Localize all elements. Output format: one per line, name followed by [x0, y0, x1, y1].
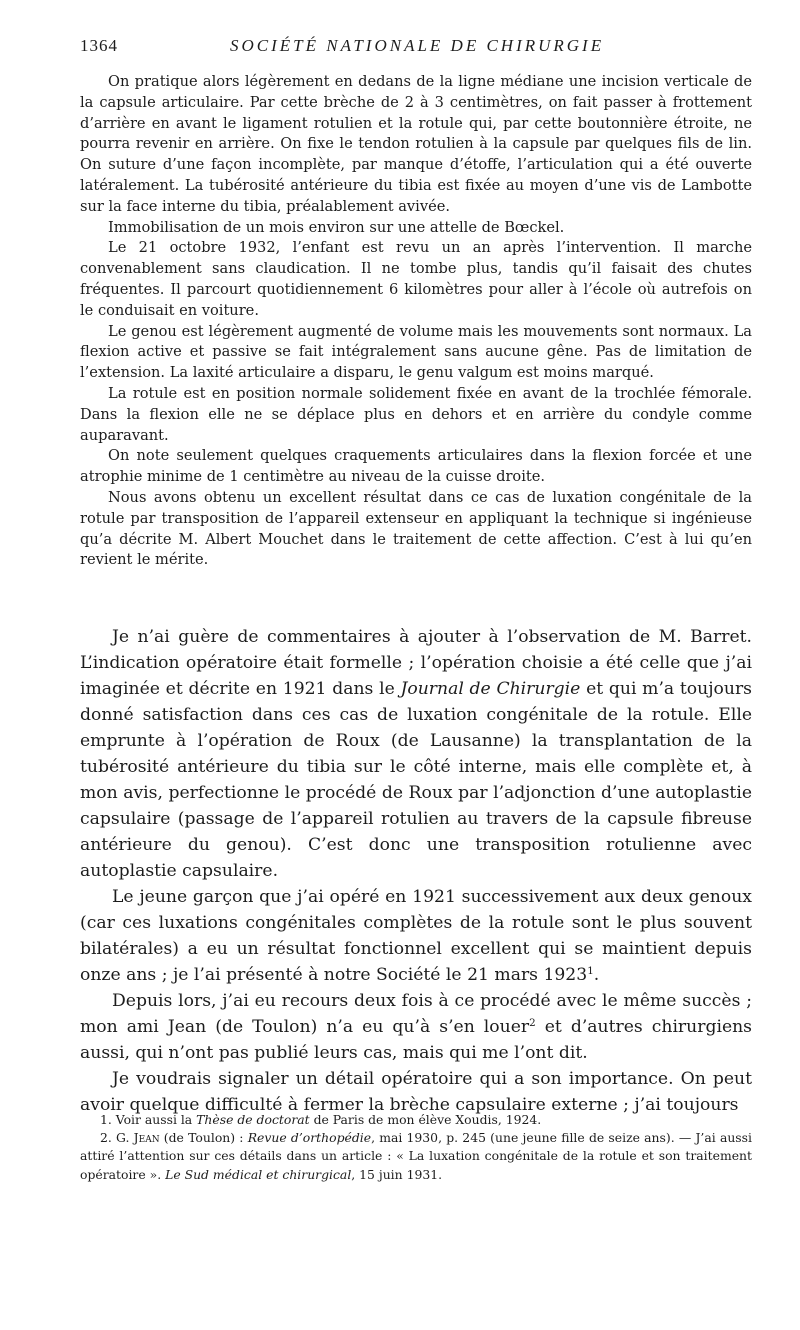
- footnotes-section: [80, 1111, 752, 1184]
- commentary-section: [80, 624, 752, 1118]
- footnote-number: 1.: [100, 1112, 112, 1127]
- commentary-paragraph: Je voudrais signaler un détail opératoire qui a son importance. On peut avoir quelque difficulté à fermer la brèche capsulaire externe ; j’ai toujours: [80, 1069, 752, 1115]
- running-title: SOCIÉTÉ NATIONALE DE CHIRURGIE: [230, 36, 605, 55]
- running-header: [80, 36, 752, 60]
- case-paragraph: On note seulement quelques craquements articulaires dans la flexion forcée et une atrophie minime de 1 centimètre au niveau de la cuisse droite.: [80, 447, 752, 486]
- journal-title: Journal de Chirurgie: [400, 679, 581, 699]
- commentary-text: Depuis lors, j’ai eu recours deux fois à ce procédé avec le même succès ; mon ami Jean (de Toulon) n’a eu qu’à s’en louer: [80, 991, 752, 1037]
- footnote-ref: 2: [529, 1016, 536, 1029]
- commentary-text: .: [593, 965, 600, 985]
- footnote-number: 2.: [100, 1130, 112, 1146]
- case-report-section: [80, 72, 752, 571]
- commentary-paragraph: [80, 988, 752, 1066]
- case-paragraph: Immobilisation de un mois environ sur une attelle de Bœckel.: [108, 218, 565, 236]
- page-number: 1364: [80, 36, 118, 55]
- case-paragraph: Nous avons obtenu un excellent résultat dans ce cas de luxation congénitale de la rotule par transposition de l’appareil extenseur en appliquant la technique si ingénieuse qu’a décrite M. Albert Mouchet dans le traitement de cette affection. C’est à lui qu’en revient le mérite.: [80, 488, 752, 569]
- commentary-text: Le jeune garçon que j’ai opéré en 1921 successivement aux deux genoux (car ces luxations congénitales complètes de la rotule sont le plus souvent bilatérales) a eu un résultat fonctionnel excellent qui se maintient depuis onze ans ; je l’ai présenté à notre Société le 21 mars 1923: [80, 887, 752, 985]
- thesis-title: Thèse de doctorat: [196, 1112, 310, 1127]
- journal-title: Revue d’orthopédie: [247, 1130, 372, 1146]
- case-paragraph: On pratique alors légèrement en dedans de la ligne médiane une incision verticale de la capsule articulaire. Par cette brèche de 2 à 3 centimètres, on fait passer à frottement d’arrière en avant le ligament rotulien et la rotule qui, par cette boutonnière étroite, ne pourra revenir en arrière. On fixe le tendon rotulien à la capsule par quelques fils de lin. On suture d’une façon incomplète, par manque d’étoffe, l’articulation qui a été ouverte latéralement. La tubérosité antérieure du tibia est fixée au moyen d’une vis de Lambotte sur la face interne du tibia, préalablement avivée.: [80, 73, 752, 215]
- commentary-text: et d’autres chirurgiens aussi, qui n’ont pas publié leurs cas, mais qui me l’ont dit.: [80, 1017, 752, 1063]
- commentary-text: Je n’ai guère de commentaires à ajouter à l’observation de M. Barret. L’indication opératoire était formelle ; l’opération choisie a été celle que j’ai imaginée et décrite en 1921 dans le: [80, 627, 752, 699]
- footnote: 2. G. Jean (de Toulon) : Revue d’orthopédie, mai 1930, p. 245 (une jeune fille de seize ans). — J’ai aussi attiré l’attention sur ces détails dans un article : « La luxation congénitale de la rotule et son traitement opératoire ». Le Sud médical et chirurgical, 15 juin 1931.: [80, 1130, 752, 1182]
- case-paragraph: La rotule est en position normale solidement fixée en avant de la trochlée fémorale. Dans la flexion elle ne se déplace plus en dehors et en arrière du condyle comme auparavant.: [80, 384, 752, 444]
- commentary-text: et qui m’a toujours donné satisfaction dans ces cas de luxation congénitale de la rotule. Elle emprunte à l’opération de Roux (de Lausanne) la transplantation de la tubérosité antérieure du tibia sur le côté interne, mais elle complète et, à mon avis, perfectionne le procédé de Roux par l’adjonction d’une autoplastie capsulaire (passage de l’appareil rotulien au travers de la capsule fibreuse antérieure du genou). C’est donc une transposition rotulienne avec autoplastie capsulaire.: [80, 679, 752, 881]
- case-paragraph: Le 21 octobre 1932, l’enfant est revu un an après l’intervention. Il marche convenablement sans claudication. Il ne tombe plus, tandis qu’il faisait des chutes fréquentes. Il parcourt quotidiennement 6 kilomètres pour aller à l’école où autrefois on le conduisait en voiture.: [80, 239, 752, 319]
- commentary-paragraph: [80, 624, 752, 884]
- case-paragraph: Le genou est légèrement augmenté de volume mais les mouvements sont normaux. La flexion active et passive se fait intégralement sans aucune gêne. Pas de limitation de l’extension. La laxité articulaire a disparu, le genu valgum est moins marqué.: [80, 322, 752, 382]
- author-name: Jean: [133, 1130, 160, 1146]
- commentary-paragraph: [80, 884, 752, 988]
- footnote: 1. Voir aussi la Thèse de doctorat de Paris de mon élève Xoudis, 1924.: [100, 1112, 542, 1127]
- journal-title: Le Sud médical et chirurgical: [165, 1166, 352, 1182]
- footnote-ref: 1: [587, 964, 594, 977]
